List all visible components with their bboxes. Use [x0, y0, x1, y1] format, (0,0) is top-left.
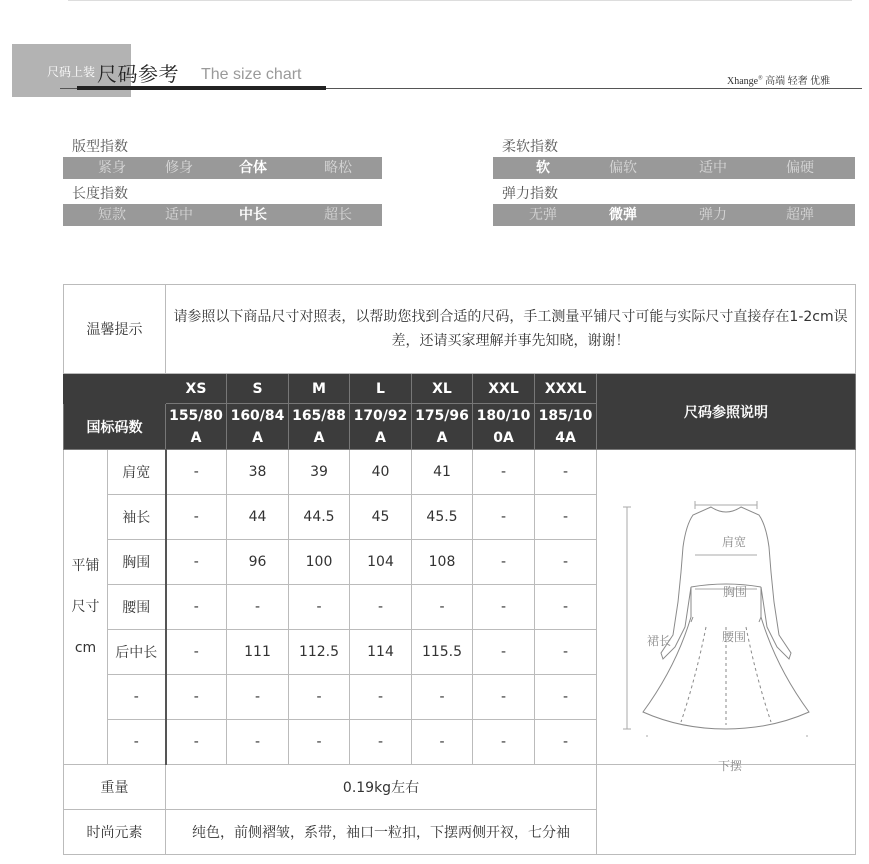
- standard-size: 180/100A: [473, 404, 535, 450]
- size-label: M: [289, 374, 350, 404]
- cell-value: -: [473, 585, 535, 630]
- softness-option: 软: [536, 160, 550, 176]
- elasticity-option: 微弹: [609, 207, 637, 223]
- cell-value: -: [166, 585, 227, 630]
- cell-value: -: [289, 675, 350, 720]
- cell-value: -: [227, 675, 289, 720]
- cell-value: 38: [227, 450, 289, 495]
- fit-option: 略松: [324, 160, 352, 176]
- standard-size: 160/84A: [227, 404, 289, 450]
- cell-value: -: [227, 585, 289, 630]
- softness-index-bar: [493, 157, 855, 179]
- cell-value: -: [350, 675, 412, 720]
- size-header-row: [64, 374, 856, 404]
- standard-size: 165/88A: [289, 404, 350, 450]
- cell-value: -: [473, 630, 535, 675]
- length-option: 适中: [165, 207, 193, 223]
- page-title: 尺码参考: [97, 62, 179, 86]
- standard-size: 185/104A: [535, 404, 597, 450]
- standard-size: 155/80A: [166, 404, 227, 450]
- size-label: XL: [412, 374, 473, 404]
- standard-size: 170/92A: [350, 404, 412, 450]
- row-name: 后中长: [108, 630, 166, 675]
- size-header-blank: [64, 374, 166, 404]
- cell-value: -: [535, 450, 597, 495]
- elasticity-option: 超弹: [786, 207, 814, 223]
- cell-value: -: [473, 720, 535, 765]
- diagram-chest-label: 胸围: [723, 585, 748, 599]
- length-index-bar: [63, 204, 382, 226]
- diagram-length-label: 裙长: [647, 634, 672, 648]
- cell-value: -: [473, 540, 535, 585]
- elasticity-option: 弹力: [699, 207, 727, 223]
- cell-value: 45.5: [412, 495, 473, 540]
- size-label: XXL: [473, 374, 535, 404]
- page-subtitle: The size chart: [201, 66, 302, 83]
- cell-value: -: [289, 720, 350, 765]
- weight-value: 0.19kg左右: [166, 765, 597, 810]
- row-name: 胸围: [108, 540, 166, 585]
- cell-value: -: [166, 450, 227, 495]
- cell-value: 44.5: [289, 495, 350, 540]
- standard-size: 175/96A: [412, 404, 473, 450]
- table-row: [64, 450, 856, 495]
- cell-value: -: [227, 720, 289, 765]
- style-label: 时尚元素: [64, 810, 166, 855]
- cell-value: -: [535, 720, 597, 765]
- cell-value: 39: [289, 450, 350, 495]
- cell-value: 45: [350, 495, 412, 540]
- cell-value: 104: [350, 540, 412, 585]
- row-name: 肩宽: [108, 450, 166, 495]
- length-option: 超长: [324, 207, 352, 223]
- softness-option: 偏软: [609, 160, 637, 176]
- elasticity-option: 无弹: [529, 207, 557, 223]
- cell-value: -: [350, 585, 412, 630]
- softness-index-label: 柔软指数: [502, 139, 558, 155]
- cell-value: 96: [227, 540, 289, 585]
- fit-index-label: 版型指数: [72, 139, 128, 155]
- cell-value: -: [535, 585, 597, 630]
- cell-value: -: [166, 675, 227, 720]
- dress-diagram: [611, 477, 841, 737]
- softness-option: 偏硬: [786, 160, 814, 176]
- cell-value: -: [350, 720, 412, 765]
- fit-index-bar: [63, 157, 382, 179]
- diagram-shoulder-label: 肩宽: [722, 535, 747, 549]
- brand-logo: Xhange® 高端 轻奢 优雅: [727, 75, 831, 87]
- fit-option: 紧身: [98, 160, 126, 176]
- standard-label: 国标码数: [64, 404, 166, 450]
- cell-value: -: [535, 495, 597, 540]
- cell-value: -: [473, 495, 535, 540]
- row-name: -: [108, 720, 166, 765]
- style-value: 纯色，前侧褶皱，系带，袖口一粒扣，下摆两侧开衩，七分袖: [166, 810, 597, 855]
- cell-value: 41: [412, 450, 473, 495]
- length-index-label: 长度指数: [72, 186, 128, 202]
- row-name: 腰围: [108, 585, 166, 630]
- tip-row: [64, 285, 856, 374]
- cell-value: -: [166, 630, 227, 675]
- cell-value: 111: [227, 630, 289, 675]
- cell-value: 40: [350, 450, 412, 495]
- cell-value: -: [412, 720, 473, 765]
- diagram-waist-label: 腰围: [722, 630, 747, 644]
- size-label: S: [227, 374, 289, 404]
- row-name: -: [108, 675, 166, 720]
- tip-text: 请参照以下商品尺寸对照表，以帮助您找到合适的尺码，手工测量平铺尺寸可能与实际尺寸直接存在1-2cm误差，还请买家理解并事先知晓，谢谢！: [166, 285, 856, 374]
- softness-option: 适中: [699, 160, 727, 176]
- row-name: 袖长: [108, 495, 166, 540]
- header-tag: 尺码上装: [47, 65, 96, 79]
- cell-value: -: [535, 630, 597, 675]
- cell-value: -: [412, 585, 473, 630]
- weight-label: 重量: [64, 765, 166, 810]
- tip-label: 温馨提示: [64, 285, 166, 374]
- size-diagram-cell: [597, 450, 856, 765]
- diagram-hem-label: 下摆: [718, 759, 743, 773]
- cell-value: -: [473, 450, 535, 495]
- cell-value: 100: [289, 540, 350, 585]
- flat-size-group-label: 平铺 尺寸 cm: [64, 450, 108, 765]
- cell-value: 44: [227, 495, 289, 540]
- cell-value: 108: [412, 540, 473, 585]
- size-label: XXXL: [535, 374, 597, 404]
- top-divider: [68, 0, 852, 1]
- cell-value: -: [535, 540, 597, 585]
- size-explain-header: 尺码参照说明: [597, 374, 856, 450]
- elasticity-index-label: 弹力指数: [502, 186, 558, 202]
- fit-option: 合体: [239, 160, 267, 176]
- diagram-cell-continued: [597, 765, 856, 855]
- cell-value: -: [289, 585, 350, 630]
- size-label: XS: [166, 374, 227, 404]
- elasticity-index-bar: [493, 204, 855, 226]
- cell-value: -: [166, 720, 227, 765]
- cell-value: -: [473, 675, 535, 720]
- cell-value: 114: [350, 630, 412, 675]
- cell-value: 112.5: [289, 630, 350, 675]
- length-option: 短款: [98, 207, 126, 223]
- cell-value: 115.5: [412, 630, 473, 675]
- cell-value: -: [412, 675, 473, 720]
- cell-value: -: [166, 495, 227, 540]
- header-rule-accent: [77, 86, 326, 90]
- fit-option: 修身: [165, 160, 193, 176]
- cell-value: -: [166, 540, 227, 585]
- cell-value: -: [535, 675, 597, 720]
- size-label: L: [350, 374, 412, 404]
- length-option: 中长: [239, 207, 267, 223]
